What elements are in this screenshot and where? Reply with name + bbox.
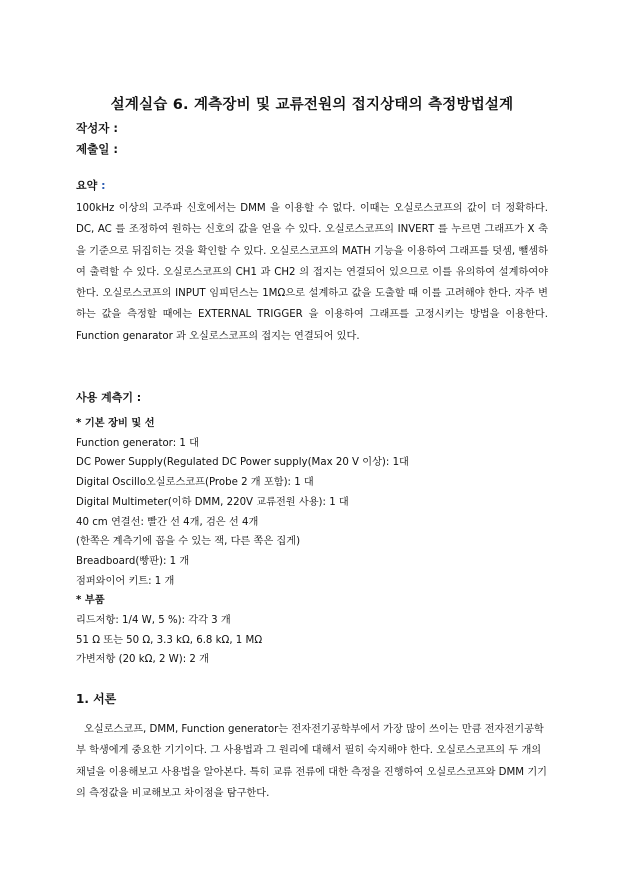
equipment-item: 점퍼와이어 키트: 1 개 <box>76 575 175 587</box>
equipment-item: 51 Ω 또는 50 Ω, 3.3 kΩ, 6.8 kΩ, 1 MΩ <box>76 634 263 646</box>
intro-heading: 1. 서론 <box>76 692 117 706</box>
intro-paragraph: 오실로스코프, DMM, Function generator는 전자전기공학부에서 가장 많이 쓰이는 만큼 전자전기공학부 학생에게 중요한 기기이다. 그 사용법과 그 원리에 대해서 필히 숙지해야 한다. 오실로스코프의 두 개의 채널을 이용해보고 사용법을 알아본다. 특히 교류 전류에 대한 측정을 진행하여 오실로스코프와 DMM 기기의 측정값을 비교해보고 차이점을 탐구한다. <box>76 724 548 799</box>
equipment-item: (한쪽은 계측기에 꼽을 수 있는 잭, 다른 쪽은 집게) <box>76 536 301 548</box>
equipment-item: 40 cm 연결선: 빨간 선 4개, 검은 선 4개 <box>76 516 259 528</box>
equipment-heading: 사용 계측기 : <box>76 391 142 404</box>
equipment-item: 리드저항: 1/4 W, 5 %): 각각 3 개 <box>76 615 231 627</box>
date-label: 제출일 : <box>76 142 118 156</box>
parts-subheading: * 부품 <box>76 595 105 607</box>
equipment-item: Digital Multimeter(이하 DMM, 220V 교류전원 사용): 1 대 <box>76 496 349 508</box>
author-label: 작성자 : <box>76 121 118 135</box>
equipment-item: DC Power Supply(Regulated DC Power supply(Max 20 V 이상): 1대 <box>76 457 409 469</box>
equipment-subheading: * 기본 장비 및 선 <box>76 418 155 429</box>
equipment-list <box>76 414 556 670</box>
summary-heading <box>76 177 106 193</box>
document-title: 설계실습 6. 계측장비 및 교류전원의 접지상태의 측정방법설계 <box>110 97 514 113</box>
equipment-item: Function generator: 1 대 <box>76 437 199 449</box>
summary-heading-label: 요약 <box>76 179 98 192</box>
equipment-item: 가변저항 (20 kΩ, 2 W): 2 개 <box>76 654 209 666</box>
summary-paragraph: 100kHz 이상의 고주파 신호에서는 DMM 을 이용할 수 없다. 이때는 오실로스코프의 값이 더 정확하다. DC, AC 를 조정하여 원하는 신호의 값을 얻을 수 있다. 오실로스코프의 INVERT 를 누르면 그래프가 X 축을 기준으로 뒤집히는 것을 확인할 수 있다. 오실로스코프의 MATH 기능을 이용하여 그래프를 덧셈, 뺄셈하여 출력할 수 있다. 오실로스코프의 CH1 과 CH2 의 접지는 연결되어 있으므로 이를 유의하여 설계하여야 한다. 오실로스코프의 INPUT 임피던스는 1MΩ으로 설계하고 값을 도출할 때 이를 고려해야 한다. 자주 변하는 값을 측정할 때에는 EXTERNAL TRIGGER 을 이용하여 그래프를 고정시키는 방법을 이용한다. Function genarator 과 오실로스코프의 접지는 연결되어 있다. <box>76 203 548 342</box>
summary-heading-colon: : <box>97 179 106 192</box>
equipment-item: Digital Oscillo오실로스코프(Probe 2 개 포함): 1 대 <box>76 477 314 489</box>
equipment-item: Breadboard(빵판): 1 개 <box>76 555 190 567</box>
